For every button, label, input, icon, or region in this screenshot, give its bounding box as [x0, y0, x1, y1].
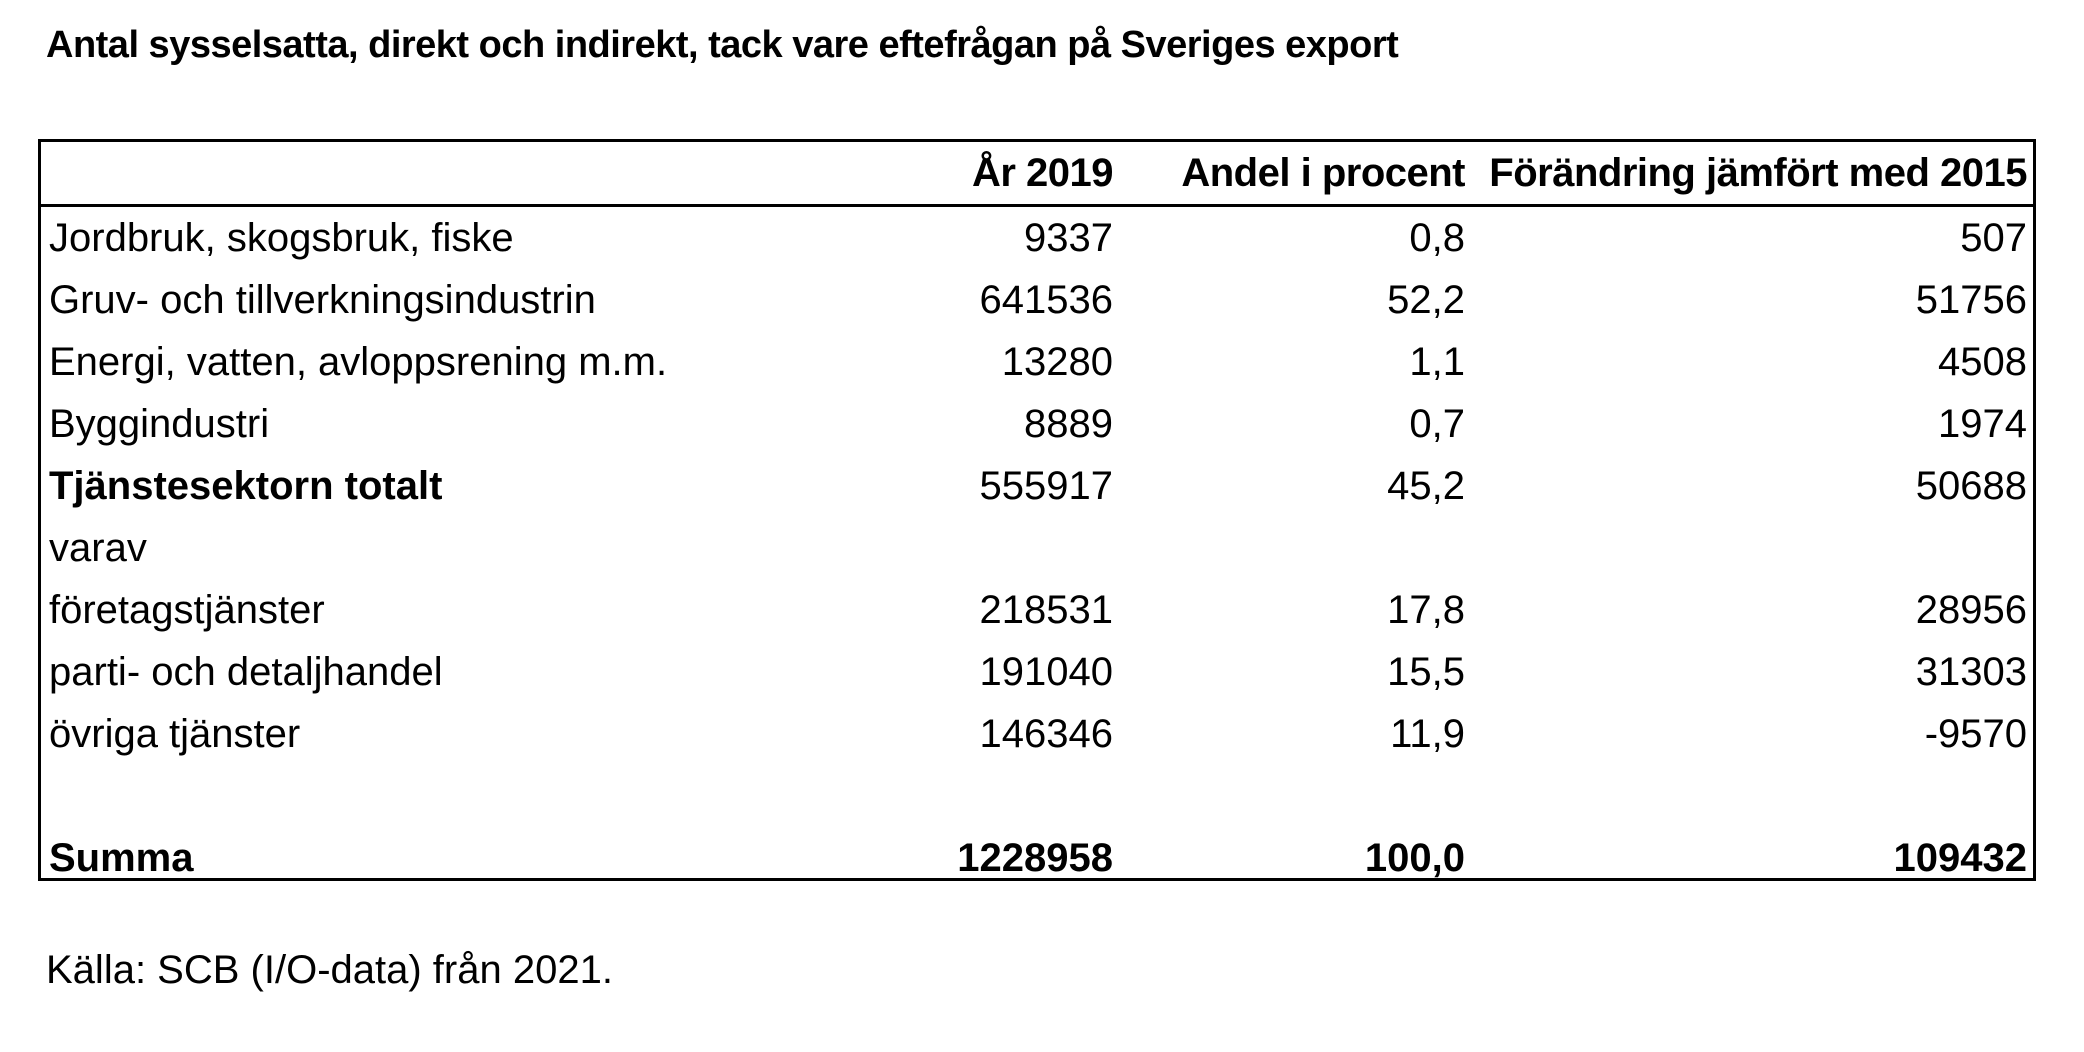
row-year-value: 13280	[1001, 339, 1113, 384]
row-label: varav	[49, 525, 147, 570]
source-note: Källa: SCB (I/O-data) från 2021.	[46, 948, 613, 992]
table-row	[41, 269, 2033, 331]
header-label	[41, 142, 801, 206]
row-year-value: 8889	[1024, 401, 1113, 446]
header-share: Andel i procent	[1119, 142, 1471, 206]
row-year-value: 218531	[979, 587, 1113, 632]
row-label: övriga tjänster	[49, 711, 301, 756]
row-change-value: 50688	[1915, 463, 2027, 508]
row-year-value: 641536	[979, 277, 1113, 322]
row-change-value: 51756	[1915, 277, 2027, 322]
row-year-value	[801, 517, 1119, 579]
table-row-subtotal	[41, 455, 2033, 517]
row-change-value: 4508	[1938, 339, 2027, 384]
table-spacer-row	[41, 765, 2033, 827]
row-share-value: 11,9	[1390, 711, 1465, 756]
row-label: parti- och detaljhandel	[49, 649, 443, 694]
total-year-value: 1228958	[957, 835, 1113, 880]
row-year-value: 9337	[1024, 215, 1113, 260]
row-change-value	[1471, 517, 2033, 579]
table-row	[41, 579, 2033, 641]
header-year: År 2019	[801, 142, 1119, 206]
row-share-value	[1119, 517, 1471, 579]
row-label: Tjänstesektorn totalt	[49, 463, 443, 508]
table-row	[41, 703, 2033, 765]
total-label: Summa	[49, 835, 194, 880]
row-share-value: 1,1	[1409, 339, 1465, 384]
row-share-value: 0,7	[1409, 401, 1465, 446]
row-change-value: 507	[1960, 215, 2027, 260]
table-row	[41, 206, 2033, 270]
table-row	[41, 393, 2033, 455]
row-label: Energi, vatten, avloppsrening m.m.	[49, 339, 668, 384]
total-change-value: 109432	[1893, 835, 2027, 880]
row-change-value: 1974	[1938, 401, 2027, 446]
table-row	[41, 641, 2033, 703]
header-change: Förändring jämfört med 2015	[1471, 142, 2033, 206]
row-year-value: 146346	[979, 711, 1113, 756]
row-label: Jordbruk, skogsbruk, fiske	[49, 215, 514, 260]
employment-table	[41, 142, 2033, 889]
row-share-value: 45,2	[1387, 463, 1465, 508]
table-header-row	[41, 142, 2033, 206]
row-label: Byggindustri	[49, 401, 270, 446]
table-row	[41, 517, 2033, 579]
row-change-value: -9570	[1924, 711, 2027, 756]
row-share-value: 0,8	[1409, 215, 1465, 260]
total-share-value: 100,0	[1364, 835, 1465, 880]
row-year-value: 191040	[979, 649, 1113, 694]
table-row	[41, 331, 2033, 393]
row-share-value: 15,5	[1387, 649, 1465, 694]
table-total-row	[41, 827, 2033, 889]
row-label: företagstjänster	[49, 587, 325, 632]
table-title: Antal sysselsatta, direkt och indirekt, tack vare eftefrågan på Sveriges export	[46, 24, 1399, 66]
row-year-value: 555917	[979, 463, 1113, 508]
row-change-value: 31303	[1915, 649, 2027, 694]
row-change-value: 28956	[1915, 587, 2027, 632]
row-label: Gruv- och tillverkningsindustrin	[49, 277, 596, 322]
employment-table-frame	[38, 139, 2036, 881]
row-share-value: 52,2	[1387, 277, 1465, 322]
row-share-value: 17,8	[1387, 587, 1465, 632]
